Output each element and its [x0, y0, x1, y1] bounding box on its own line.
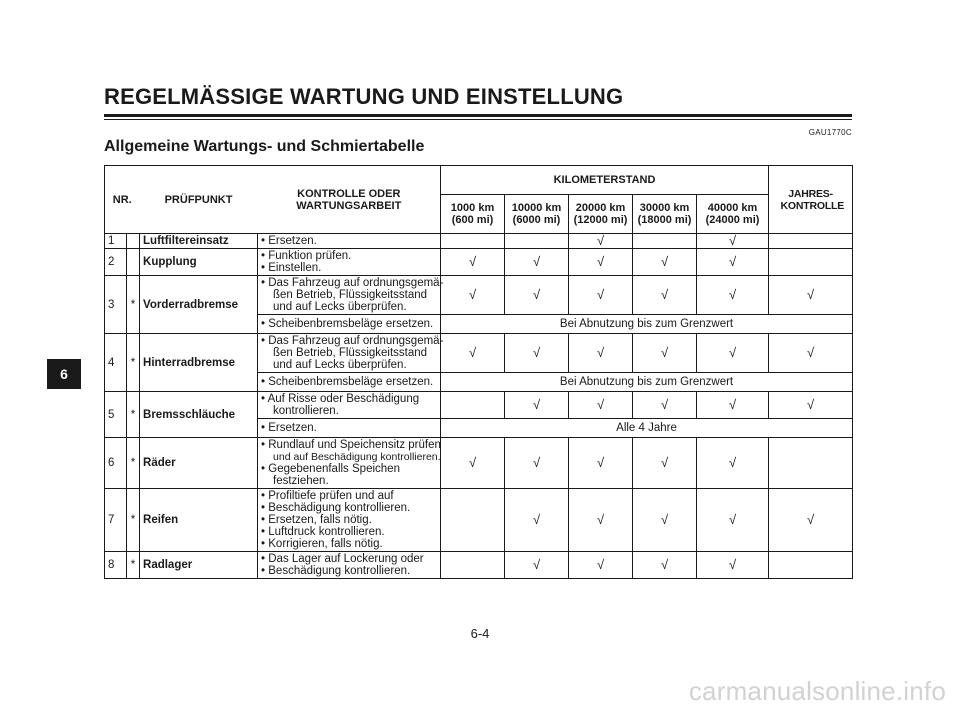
- check-cell: √: [569, 334, 633, 373]
- row-star: [127, 249, 140, 276]
- row-number: 2: [105, 249, 127, 276]
- check-cell: [505, 234, 569, 249]
- table-row: [105, 334, 853, 373]
- header-km-group: KILOMETERSTAND: [441, 166, 769, 195]
- check-cell: [769, 249, 853, 276]
- interval-km: 40000 km: [707, 202, 758, 214]
- check-cell: [769, 552, 853, 579]
- check-cell: √: [697, 234, 769, 249]
- row-part: Bremsschläuche: [140, 392, 258, 438]
- row-number: 8: [105, 552, 127, 579]
- table-row: [105, 489, 853, 552]
- check-cell: √: [769, 334, 853, 373]
- header-nr: NR.: [105, 166, 140, 234]
- task-line: • Beschädigung kontrollieren.: [261, 565, 437, 577]
- header-task-label: KONTROLLE ODER WARTUNGSARBEIT: [296, 188, 402, 212]
- task-line: • Profiltiefe prüfen und auf: [261, 490, 437, 502]
- check-cell: [441, 392, 505, 419]
- row-star: [127, 234, 140, 249]
- interval-km: 30000 km: [639, 202, 690, 214]
- check-cell: √: [633, 249, 697, 276]
- task-line: • Funktion prüfen.: [261, 250, 437, 262]
- row-part: Reifen: [140, 489, 258, 552]
- task-line: • Rundlauf und Speichensitz prüfen: [261, 439, 437, 451]
- row-number: 7: [105, 489, 127, 552]
- task-line: • Das Fahrzeug auf ordnungsgemä-: [261, 277, 437, 289]
- check-cell: √: [569, 489, 633, 552]
- interval-mi: (24000 mi): [705, 214, 760, 226]
- row-task: [258, 489, 441, 552]
- title-rule-thick: [104, 114, 852, 117]
- task-line: ßen Betrieb, Flüssigkeitsstand: [273, 289, 428, 301]
- check-cell: √: [697, 552, 769, 579]
- header-yearly-label: JAHRES-KONTROLLE: [780, 187, 845, 212]
- task-line: festziehen.: [273, 475, 329, 487]
- interval-km: 1000 km: [450, 202, 495, 214]
- task-line: • Ersetzen.: [261, 422, 437, 434]
- table-row: [105, 552, 853, 579]
- task-line: • Das Fahrzeug auf ordnungsgemä-: [261, 335, 437, 347]
- interval-mi: (600 mi): [451, 214, 494, 226]
- subrow-note: Alle 4 Jahre: [441, 419, 853, 438]
- interval-mi: (6000 mi): [512, 214, 561, 226]
- header-interval: [505, 195, 569, 234]
- row-part: Radlager: [140, 552, 258, 579]
- table-row: [105, 438, 853, 489]
- check-cell: √: [633, 334, 697, 373]
- check-cell: [769, 234, 853, 249]
- check-cell: √: [569, 276, 633, 315]
- subrow-note: Bei Abnutzung bis zum Grenzwert: [441, 373, 853, 392]
- task-line: und auf Lecks überprüfen.: [273, 301, 407, 313]
- row-part: Kupplung: [140, 249, 258, 276]
- interval-km: 20000 km: [575, 202, 626, 214]
- title-rule-thin: [104, 119, 852, 120]
- task-line: • Das Lager auf Lockerung oder: [261, 553, 437, 565]
- chapter-tab: 6: [47, 359, 81, 389]
- task-line: • Scheibenbremsbeläge ersetzen.: [261, 318, 437, 330]
- row-part: Hinterradbremse: [140, 334, 258, 392]
- task-line: und auf Beschädigung kontrollieren.: [273, 451, 441, 463]
- row-star: *: [127, 438, 140, 489]
- interval-mi: (12000 mi): [573, 214, 628, 226]
- table-row: [105, 392, 853, 419]
- header-interval: [441, 195, 505, 234]
- row-part: Luftfiltereinsatz: [140, 234, 258, 249]
- check-cell: [441, 552, 505, 579]
- check-cell: [769, 438, 853, 489]
- table-row: [105, 249, 853, 276]
- row-number: 3: [105, 276, 127, 334]
- row-number: 1: [105, 234, 127, 249]
- header-interval: [697, 195, 769, 234]
- check-cell: √: [505, 334, 569, 373]
- check-cell: √: [633, 438, 697, 489]
- check-cell: [441, 234, 505, 249]
- row-task: [258, 552, 441, 579]
- task-line: kontrollieren.: [273, 405, 339, 417]
- header-interval: [569, 195, 633, 234]
- row-task: [258, 334, 444, 373]
- check-cell: [441, 489, 505, 552]
- task-line: • Gegebenenfalls Speichen: [261, 463, 437, 475]
- check-cell: √: [569, 249, 633, 276]
- page-number: 6-4: [470, 626, 490, 641]
- maintenance-table: [104, 165, 853, 579]
- check-cell: √: [569, 392, 633, 419]
- task-line: • Scheibenbremsbeläge ersetzen.: [261, 376, 437, 388]
- check-cell: √: [569, 438, 633, 489]
- check-cell: √: [769, 489, 853, 552]
- task-line: • Auf Risse oder Beschädigung: [261, 393, 437, 405]
- check-cell: √: [505, 438, 569, 489]
- row-star: *: [127, 334, 140, 392]
- check-cell: √: [633, 489, 697, 552]
- task-line: • Ersetzen.: [261, 235, 437, 247]
- table-row: [105, 234, 853, 249]
- row-task: [258, 438, 441, 489]
- task-line: • Korrigieren, falls nötig.: [261, 538, 437, 550]
- check-cell: √: [769, 392, 853, 419]
- check-cell: √: [505, 392, 569, 419]
- subrow-task: [258, 315, 441, 334]
- task-line: und auf Lecks überprüfen.: [273, 359, 407, 371]
- row-number: 5: [105, 392, 127, 438]
- check-cell: √: [697, 276, 769, 315]
- interval-km: 10000 km: [511, 202, 562, 214]
- check-cell: √: [697, 438, 769, 489]
- check-cell: √: [441, 276, 505, 315]
- check-cell: √: [505, 489, 569, 552]
- section-subtitle: Allgemeine Wartungs- und Schmiertabelle: [104, 138, 425, 155]
- check-cell: √: [569, 552, 633, 579]
- row-star: *: [127, 552, 140, 579]
- subrow-note: Bei Abnutzung bis zum Grenzwert: [441, 315, 853, 334]
- check-cell: √: [505, 249, 569, 276]
- check-cell: √: [441, 334, 505, 373]
- row-task: [258, 392, 441, 419]
- subrow-task: [258, 373, 441, 392]
- row-part: Vorderradbremse: [140, 276, 258, 334]
- check-cell: √: [633, 552, 697, 579]
- interval-mi: (18000 mi): [637, 214, 692, 226]
- watermark: carmanualsonline.info: [688, 676, 946, 706]
- header-yearly: [769, 166, 853, 234]
- header-interval: [633, 195, 697, 234]
- row-star: *: [127, 392, 140, 438]
- row-task: [258, 234, 441, 249]
- check-cell: √: [441, 249, 505, 276]
- task-line: • Einstellen.: [261, 262, 437, 274]
- task-line: • Luftdruck kontrollieren.: [261, 526, 437, 538]
- task-line: • Ersetzen, falls nötig.: [261, 514, 437, 526]
- subrow-task: [258, 419, 441, 438]
- row-star: *: [127, 276, 140, 334]
- task-line: ßen Betrieb, Flüssigkeitsstand: [273, 347, 428, 359]
- check-cell: √: [697, 489, 769, 552]
- check-cell: √: [697, 392, 769, 419]
- row-star: *: [127, 489, 140, 552]
- check-cell: √: [505, 552, 569, 579]
- check-cell: √: [569, 234, 633, 249]
- row-task: [258, 249, 441, 276]
- check-cell: [633, 234, 697, 249]
- table-row: [105, 276, 853, 315]
- check-cell: √: [633, 276, 697, 315]
- document-code: GAU1770C: [808, 128, 852, 137]
- check-cell: √: [505, 276, 569, 315]
- row-task: [258, 276, 444, 315]
- check-cell: √: [769, 276, 853, 315]
- header-task: [258, 166, 441, 234]
- page-title: REGELMÄSSIGE WARTUNG UND EINSTELLUNG: [104, 84, 624, 109]
- row-part: Räder: [140, 438, 258, 489]
- check-cell: √: [441, 438, 505, 489]
- row-number: 4: [105, 334, 127, 392]
- check-cell: √: [697, 249, 769, 276]
- check-cell: √: [633, 392, 697, 419]
- check-cell: √: [697, 334, 769, 373]
- header-part: PRÜFPUNKT: [140, 166, 258, 234]
- task-line: • Beschädigung kontrollieren.: [261, 502, 437, 514]
- row-number: 6: [105, 438, 127, 489]
